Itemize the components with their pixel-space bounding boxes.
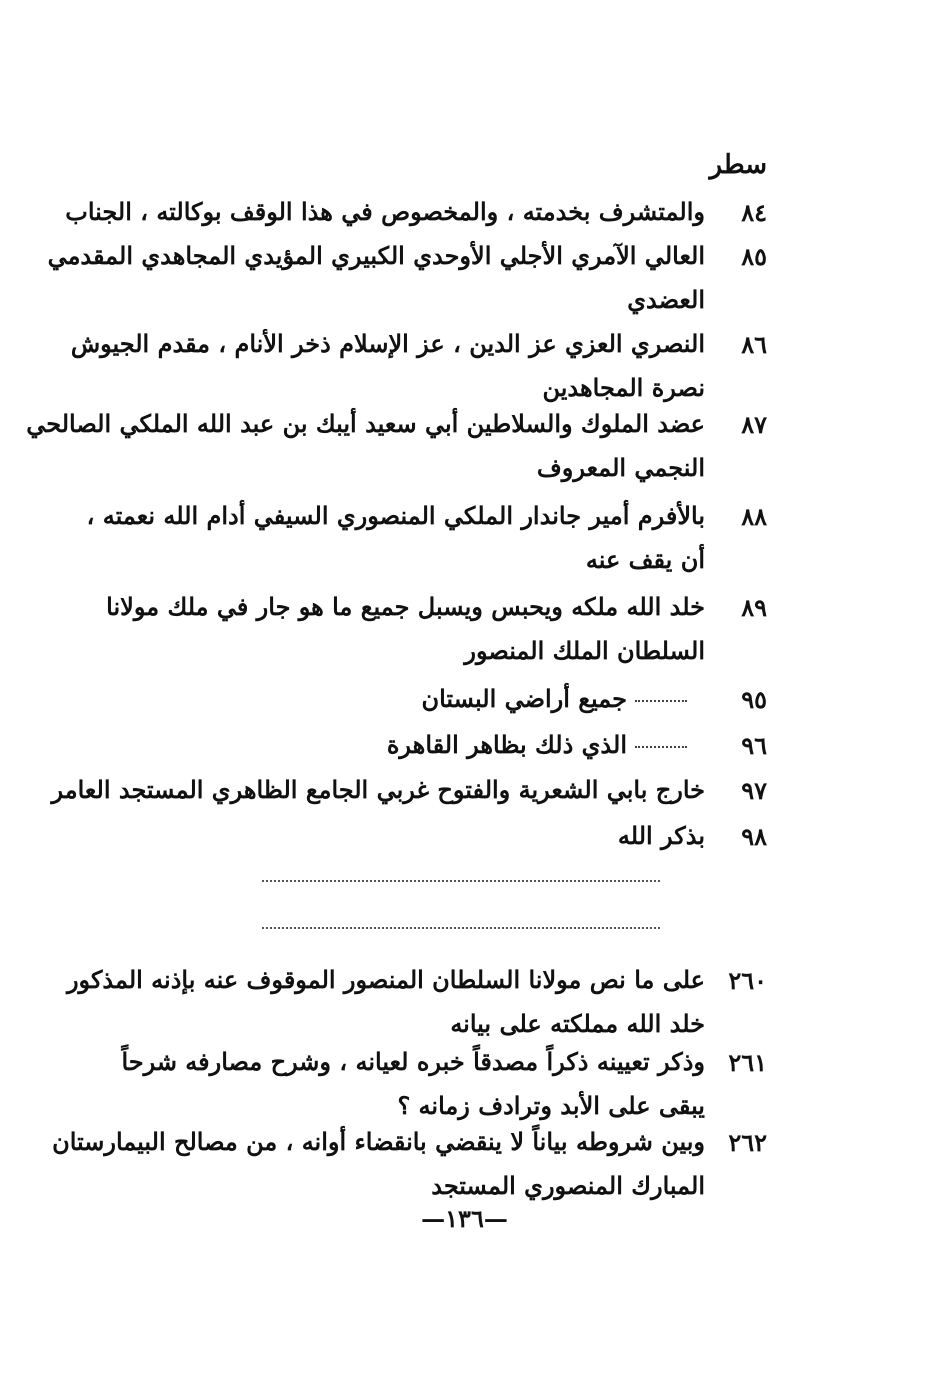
line-number: ٨٤ [741,198,767,227]
entry-text-continued: السلطان الملك المنصور [464,636,705,665]
entry-text: خارج بابي الشعرية والفتوح غربي الجامع الظاهري المستجد العامر [51,775,705,804]
entry-text-continued: أن يقف عنه [585,545,705,574]
line-number: ٢٦٠ [728,966,767,995]
entry-text-continued: النجمي المعروف [536,453,705,482]
entry-text-continued: المبارك المنصوري المستجد [431,1171,705,1200]
line-number: ٩٥ [741,685,767,714]
line-number: ٢٦١ [728,1048,767,1077]
line-number: ٩٧ [741,776,767,805]
entry-text: خلد الله ملكه ويحبس ويسبل جميع ما هو جار في ملك مولانا [106,592,705,621]
line-number: ٨٧ [741,410,767,439]
line-number: ٨٨ [741,502,767,531]
entry-text: النصري العزي عز الدين ، عز الإسلام ذخر الأنام ، مقدم الجيوش [70,329,705,358]
line-number: ٩٦ [741,731,767,760]
entry-text-continued: العضدي [627,285,705,314]
entry-text-continued: يبقى على الأبد وترادف زمانه ؟ [397,1091,705,1120]
entry-text-content: جميع أراضي البستان [421,684,627,713]
entry-text: وذكر تعيينه ذكراً مصدقاً خبره لعيانه ، وشرح مصارفه شرحاً [121,1047,705,1076]
entry-text: العالي الآمري الأجلي الأوحدي الكبيري المؤيدي المجاهدي المقدمي [47,241,705,270]
line-number: ٩٨ [741,822,767,851]
entry-text: بذكر الله [617,821,705,850]
entry-85 [47,234,767,322]
line-number: ٨٥ [741,242,767,271]
leader-dots [635,700,687,702]
entry-260 [66,958,767,1046]
entry-text: وبين شروطه بياناً لا ينقضي بانقضاء أوانه ، من مصالح البيمارستان [52,1127,705,1156]
entry-text: على ما نص مولانا السلطان المنصور الموقوف عنه بإذنه المذكور [66,965,705,994]
entry-261 [121,1040,767,1128]
entry-87 [26,402,767,490]
entry-97 [51,768,767,812]
entry-text-continued: نصرة المجاهدين [542,373,705,402]
entry-95 [157,677,767,721]
entry-89 [106,585,767,673]
entry-262 [52,1120,767,1208]
entry-text [421,677,687,721]
entry-text: بالأفرم أمير جاندار الملكي المنصوري السيفي أدام الله نعمته ، [86,501,705,530]
leader-dots [635,746,687,748]
line-number: ٨٩ [741,593,767,622]
entry-98 [157,814,767,858]
column-header: سطر [709,150,767,180]
entry-96 [157,723,767,767]
entry-86 [70,322,767,410]
line-number: ٨٦ [741,330,767,359]
entry-text [387,723,687,767]
entry-text: والمتشرف بخدمته ، والمخصوص في هذا الوقف بوكالته ، الجناب [65,197,705,226]
entry-88 [86,494,767,582]
page-number: —١٣٦— [421,1204,508,1233]
line-number: ٢٦٢ [728,1128,767,1157]
section-divider [262,927,660,929]
entry-text: عضد الملوك والسلاطين أبي سعيد أيبك بن عبد الله الملكي الصالحي [26,409,705,438]
section-divider [262,880,660,882]
entry-84 [65,190,767,234]
entry-text-continued: خلد الله مملكته على بيانه [450,1009,705,1038]
entry-text-content: الذي ذلك بظاهر القاهرة [386,730,627,759]
